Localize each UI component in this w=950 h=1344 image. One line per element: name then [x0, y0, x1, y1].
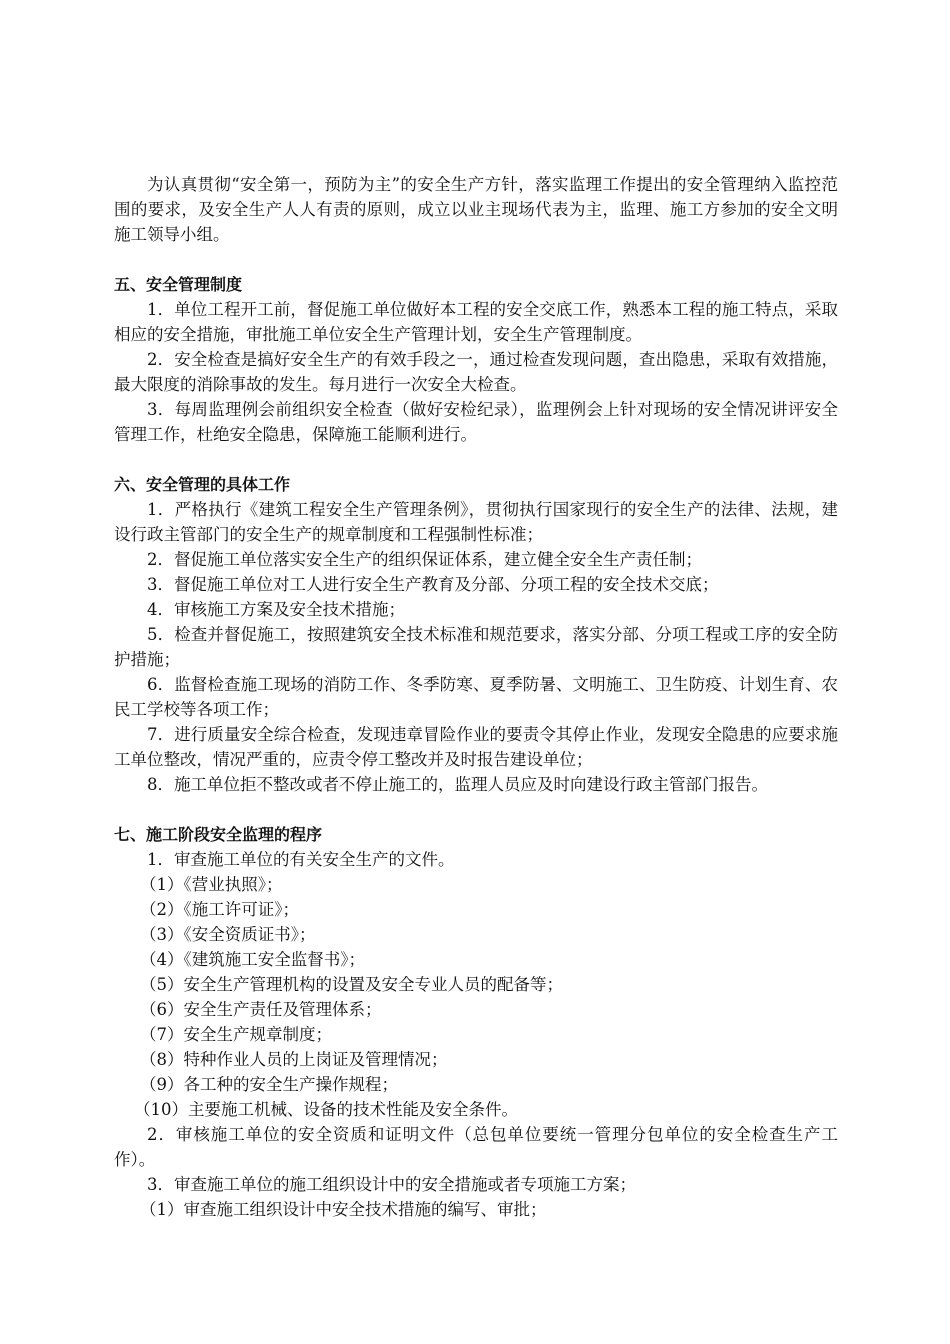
section-6-item: 7．进行质量安全综合检查，发现违章冒险作业的要责令其停止作业，发现安全隐患的应要求施工单位整改，情况严重的，应责令停工整改并及时报告建设单位；: [114, 725, 838, 769]
section-7-sub-item: （10）主要施工机械、设备的技术性能及安全条件。: [134, 1100, 518, 1119]
spacer: [114, 247, 838, 272]
section-7-sub-item: （4）《建筑施工安全监督书》；: [140, 950, 365, 969]
section-5-heading: 五、安全管理制度: [114, 275, 243, 294]
section-6-heading: 六、安全管理的具体工作: [114, 475, 291, 494]
section-5-item: 3．每周监理例会前组织安全检查（做好安检纪录），监理例会上针对现场的安全情况讲评安全管理工作，杜绝安全隐患，保障施工能顺利进行。: [114, 400, 838, 444]
section-7-sub-item: （9）各工种的安全生产操作规程；: [140, 1075, 398, 1094]
intro-paragraph: 为认真贯彻“安全第一，预防为主”的安全生产方针，落实监理工作提出的安全管理纳入监控范围的要求，及安全生产人人有责的原则，成立以业主现场代表为主，监理、施工方参加的安全文明施工领导小组。: [114, 175, 838, 244]
section-7-sub-item: （5）安全生产管理机构的设置及安全专业人员的配备等；: [140, 975, 563, 994]
section-7-sub-item: （3）《安全资质证书》；: [140, 925, 316, 944]
section-6-item: 4．审核施工方案及安全技术措施；: [147, 600, 405, 619]
section-7-sub-item: （6）安全生产责任及管理体系；: [140, 1000, 382, 1019]
spacer: [114, 447, 838, 472]
section-6-item: 2．督促施工单位落实安全生产的组织保证体系，建立健全安全生产责任制；: [147, 550, 702, 569]
section-5-item: 1．单位工程开工前，督促施工单位做好本工程的安全交底工作，熟悉本工程的施工特点，采取相应的安全措施，审批施工单位安全生产管理计划，安全生产管理制度。: [114, 300, 838, 344]
section-7-item: 1．审查施工单位的有关安全生产的文件。: [147, 850, 455, 869]
section-7-sub-item: （7）安全生产规章制度；: [140, 1025, 332, 1044]
document-page: [114, 172, 838, 1222]
section-6-item: 1．严格执行《建筑工程安全生产管理条例》，贯彻执行国家现行的安全生产的法律、法规，建设行政主管部门的安全生产的规章制度和工程强制性标准；: [114, 500, 838, 544]
section-7-item: 2．审核施工单位的安全资质和证明文件（总包单位要统一管理分包单位的安全检查生产工作）。: [114, 1125, 838, 1169]
section-6-item: 6．监督检查施工现场的消防工作、冬季防寒、夏季防暑、文明施工、卫生防疫、计划生育、农民工学校等各项工作；: [114, 675, 838, 719]
section-6-item: 3．督促施工单位对工人进行安全生产教育及分部、分项工程的安全技术交底；: [147, 575, 719, 594]
section-6-item: 5．检查并督促施工，按照建筑安全技术标准和规范要求，落实分部、分项工程或工序的安全防护措施；: [114, 625, 838, 669]
section-7-sub-item: （2）《施工许可证》；: [140, 900, 299, 919]
spacer: [114, 797, 838, 822]
section-7-heading: 七、施工阶段安全监理的程序: [114, 825, 323, 844]
section-6-item: 8．施工单位拒不整改或者不停止施工的，监理人员应及时向建设行政主管部门报告。: [147, 775, 768, 794]
section-7-sub-item: （1）《营业执照》；: [140, 875, 283, 894]
section-7-sub-item: （8）特种作业人员的上岗证及管理情况；: [140, 1050, 448, 1069]
section-5-item: 2．安全检查是搞好安全生产的有效手段之一，通过检查发现问题，查出隐患，采取有效措施，最大限度的消除事故的发生。每月进行一次安全大检查。: [114, 350, 838, 394]
section-7-sub-item: （1）审查施工组织设计中安全技术措施的编写、审批；: [140, 1200, 547, 1219]
section-7-item: 3．审查施工单位的施工组织设计中的安全措施或者专项施工方案；: [147, 1175, 636, 1194]
